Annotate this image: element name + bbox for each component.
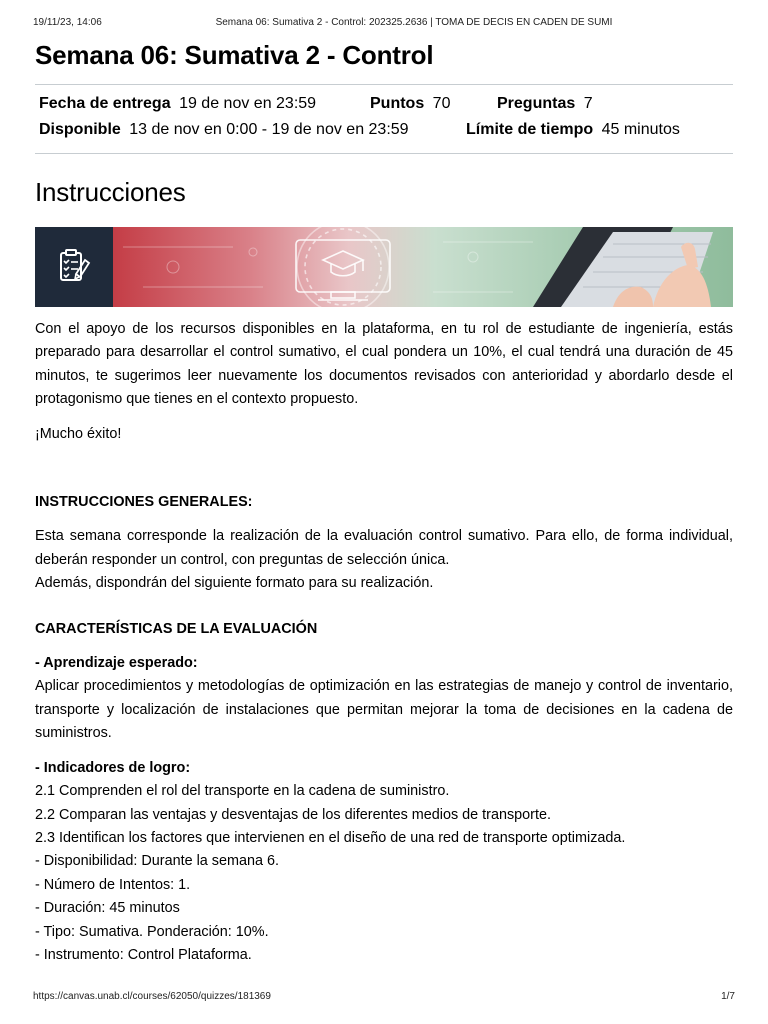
general-instructions-paragraph: Esta semana corresponde la realización de la evaluación control sumativo. Para ello, de forma individual, deberán responder un control, con preguntas de selección única. xyxy=(35,528,733,568)
list-item: 2.2 Comparan las ventajas y desventajas de los diferentes medios de transporte. xyxy=(35,806,551,823)
characteristics-heading: CARACTERÍSTICAS DE LA EVALUACIÓN xyxy=(35,620,318,637)
points-value: 70 xyxy=(432,95,451,112)
good-luck-text: ¡Mucho éxito! xyxy=(35,425,122,442)
due-date xyxy=(39,91,316,117)
questions xyxy=(497,91,593,117)
instructions-banner xyxy=(35,227,733,307)
print-footer xyxy=(33,991,735,1005)
print-doc-title: Semana 06: Sumativa 2 - Control: 202325.2636 | TOMA DE DECIS EN CADEN DE SUMI xyxy=(215,17,613,28)
page-number: 1/7 xyxy=(721,991,735,1002)
list-item: 2.1 Comprenden el rol del transporte en la cadena de suministro. xyxy=(35,783,450,800)
page-url: https://canvas.unab.cl/courses/62050/quizzes/181369 xyxy=(33,991,271,1002)
indicators-heading: - Indicadores de logro: xyxy=(35,759,191,776)
indicators-list xyxy=(35,780,733,967)
due-date-value: 19 de nov en 23:59 xyxy=(179,95,317,112)
page-title: Semana 06: Sumativa 2 - Control xyxy=(35,40,434,70)
availability-value: 13 de nov en 0:00 - 19 de nov en 23:59 xyxy=(129,121,409,138)
points xyxy=(370,91,450,117)
intro-paragraph: Con el apoyo de los recursos disponibles en la plataforma, en tu rol de estudiante de ingeniería, estás preparado para desarrollar el control sumativo, el cual pondera un 10%, el cual tendrá una duración de 45 minutos, te sugerimos leer nuevamente los documentos revisados con anterioridad y abordarlo desde el protagonismo que tienes en el contexto propuesto. xyxy=(35,321,733,408)
questions-value: 7 xyxy=(583,95,593,112)
time-limit xyxy=(466,117,680,143)
main-content xyxy=(35,38,733,967)
format-line: Además, dispondrán del siguiente formato para su realización. xyxy=(35,575,434,592)
graduation-monitor-laptop-illustration xyxy=(113,227,733,307)
list-item: - Número de Intentos: 1. xyxy=(35,876,191,893)
list-item: - Disponibilidad: Durante la semana 6. xyxy=(35,853,279,870)
availability xyxy=(39,117,409,143)
checklist-pencil-icon xyxy=(35,227,113,307)
list-item: 2.3 Identifican los factores que intervienen en el diseño de una red de transporte optimizada. xyxy=(35,829,626,846)
print-header xyxy=(33,17,735,31)
learning-heading: - Aprendizaje esperado: xyxy=(35,655,198,672)
time-limit-value: 45 minutos xyxy=(601,121,680,138)
learning-text: Aplicar procedimientos y metodologías de optimización en las estrategias de manejo y control de inventario, transporte y localización de instalaciones que permitan mejorar la toma de decisiones en la cadena de suministros. xyxy=(35,678,733,742)
availability-label: Disponible xyxy=(39,121,121,138)
general-instructions-heading: INSTRUCCIONES GENERALES: xyxy=(35,494,253,511)
due-date-label: Fecha de entrega xyxy=(39,95,171,112)
list-item: - Duración: 45 minutos xyxy=(35,900,180,917)
questions-label: Preguntas xyxy=(497,95,576,112)
instructions-title: Instrucciones xyxy=(35,177,186,207)
list-item: - Instrumento: Control Plataforma. xyxy=(35,946,252,963)
instructions-body xyxy=(35,318,733,967)
list-item: - Tipo: Sumativa. Ponderación: 10%. xyxy=(35,923,269,940)
quiz-meta xyxy=(35,84,733,154)
print-date: 19/11/23, 14:06 xyxy=(33,17,102,28)
time-limit-label: Límite de tiempo xyxy=(466,121,594,138)
points-label: Puntos xyxy=(370,95,425,112)
